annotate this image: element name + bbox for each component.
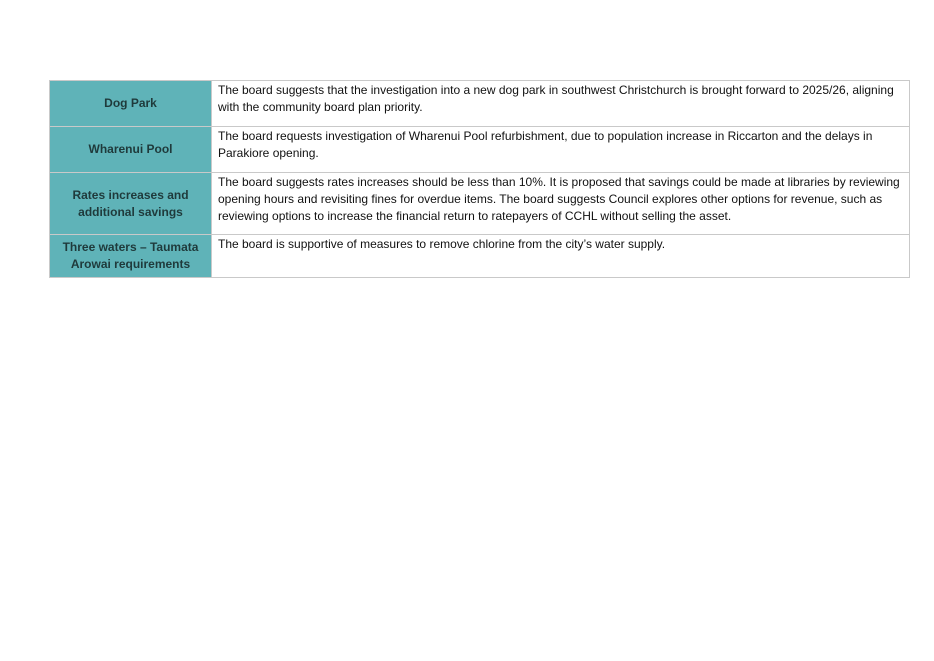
comment-cell: The board suggests that the investigation into a new dog park in southwest Christchurch is brought forward to 2025/26, aligning with the community board plan priority. (212, 81, 910, 127)
topic-cell: Rates increases and additional savings (50, 173, 212, 235)
table-row (50, 173, 910, 235)
topic-cell: Dog Park (50, 81, 212, 127)
comment-cell: The board is supportive of measures to remove chlorine from the city’s water supply. (212, 235, 910, 278)
topic-cell: Three waters – Taumata Arowai requirements (50, 235, 212, 278)
table-row (50, 235, 910, 278)
submission-table (49, 80, 910, 278)
topic-cell: Wharenui Pool (50, 127, 212, 173)
comment-cell: The board suggests rates increases should be less than 10%. It is proposed that savings could be made at libraries by reviewing opening hours and revisiting fines for overdue items. The board suggests Council explores other options for revenue, such as reviewing options to increase the financial return to ratepayers of CCHL without selling the asset. (212, 173, 910, 235)
table-row (50, 127, 910, 173)
table-row (50, 81, 910, 127)
comment-cell: The board requests investigation of Wharenui Pool refurbishment, due to population increase in Riccarton and the delays in Parakiore opening. (212, 127, 910, 173)
